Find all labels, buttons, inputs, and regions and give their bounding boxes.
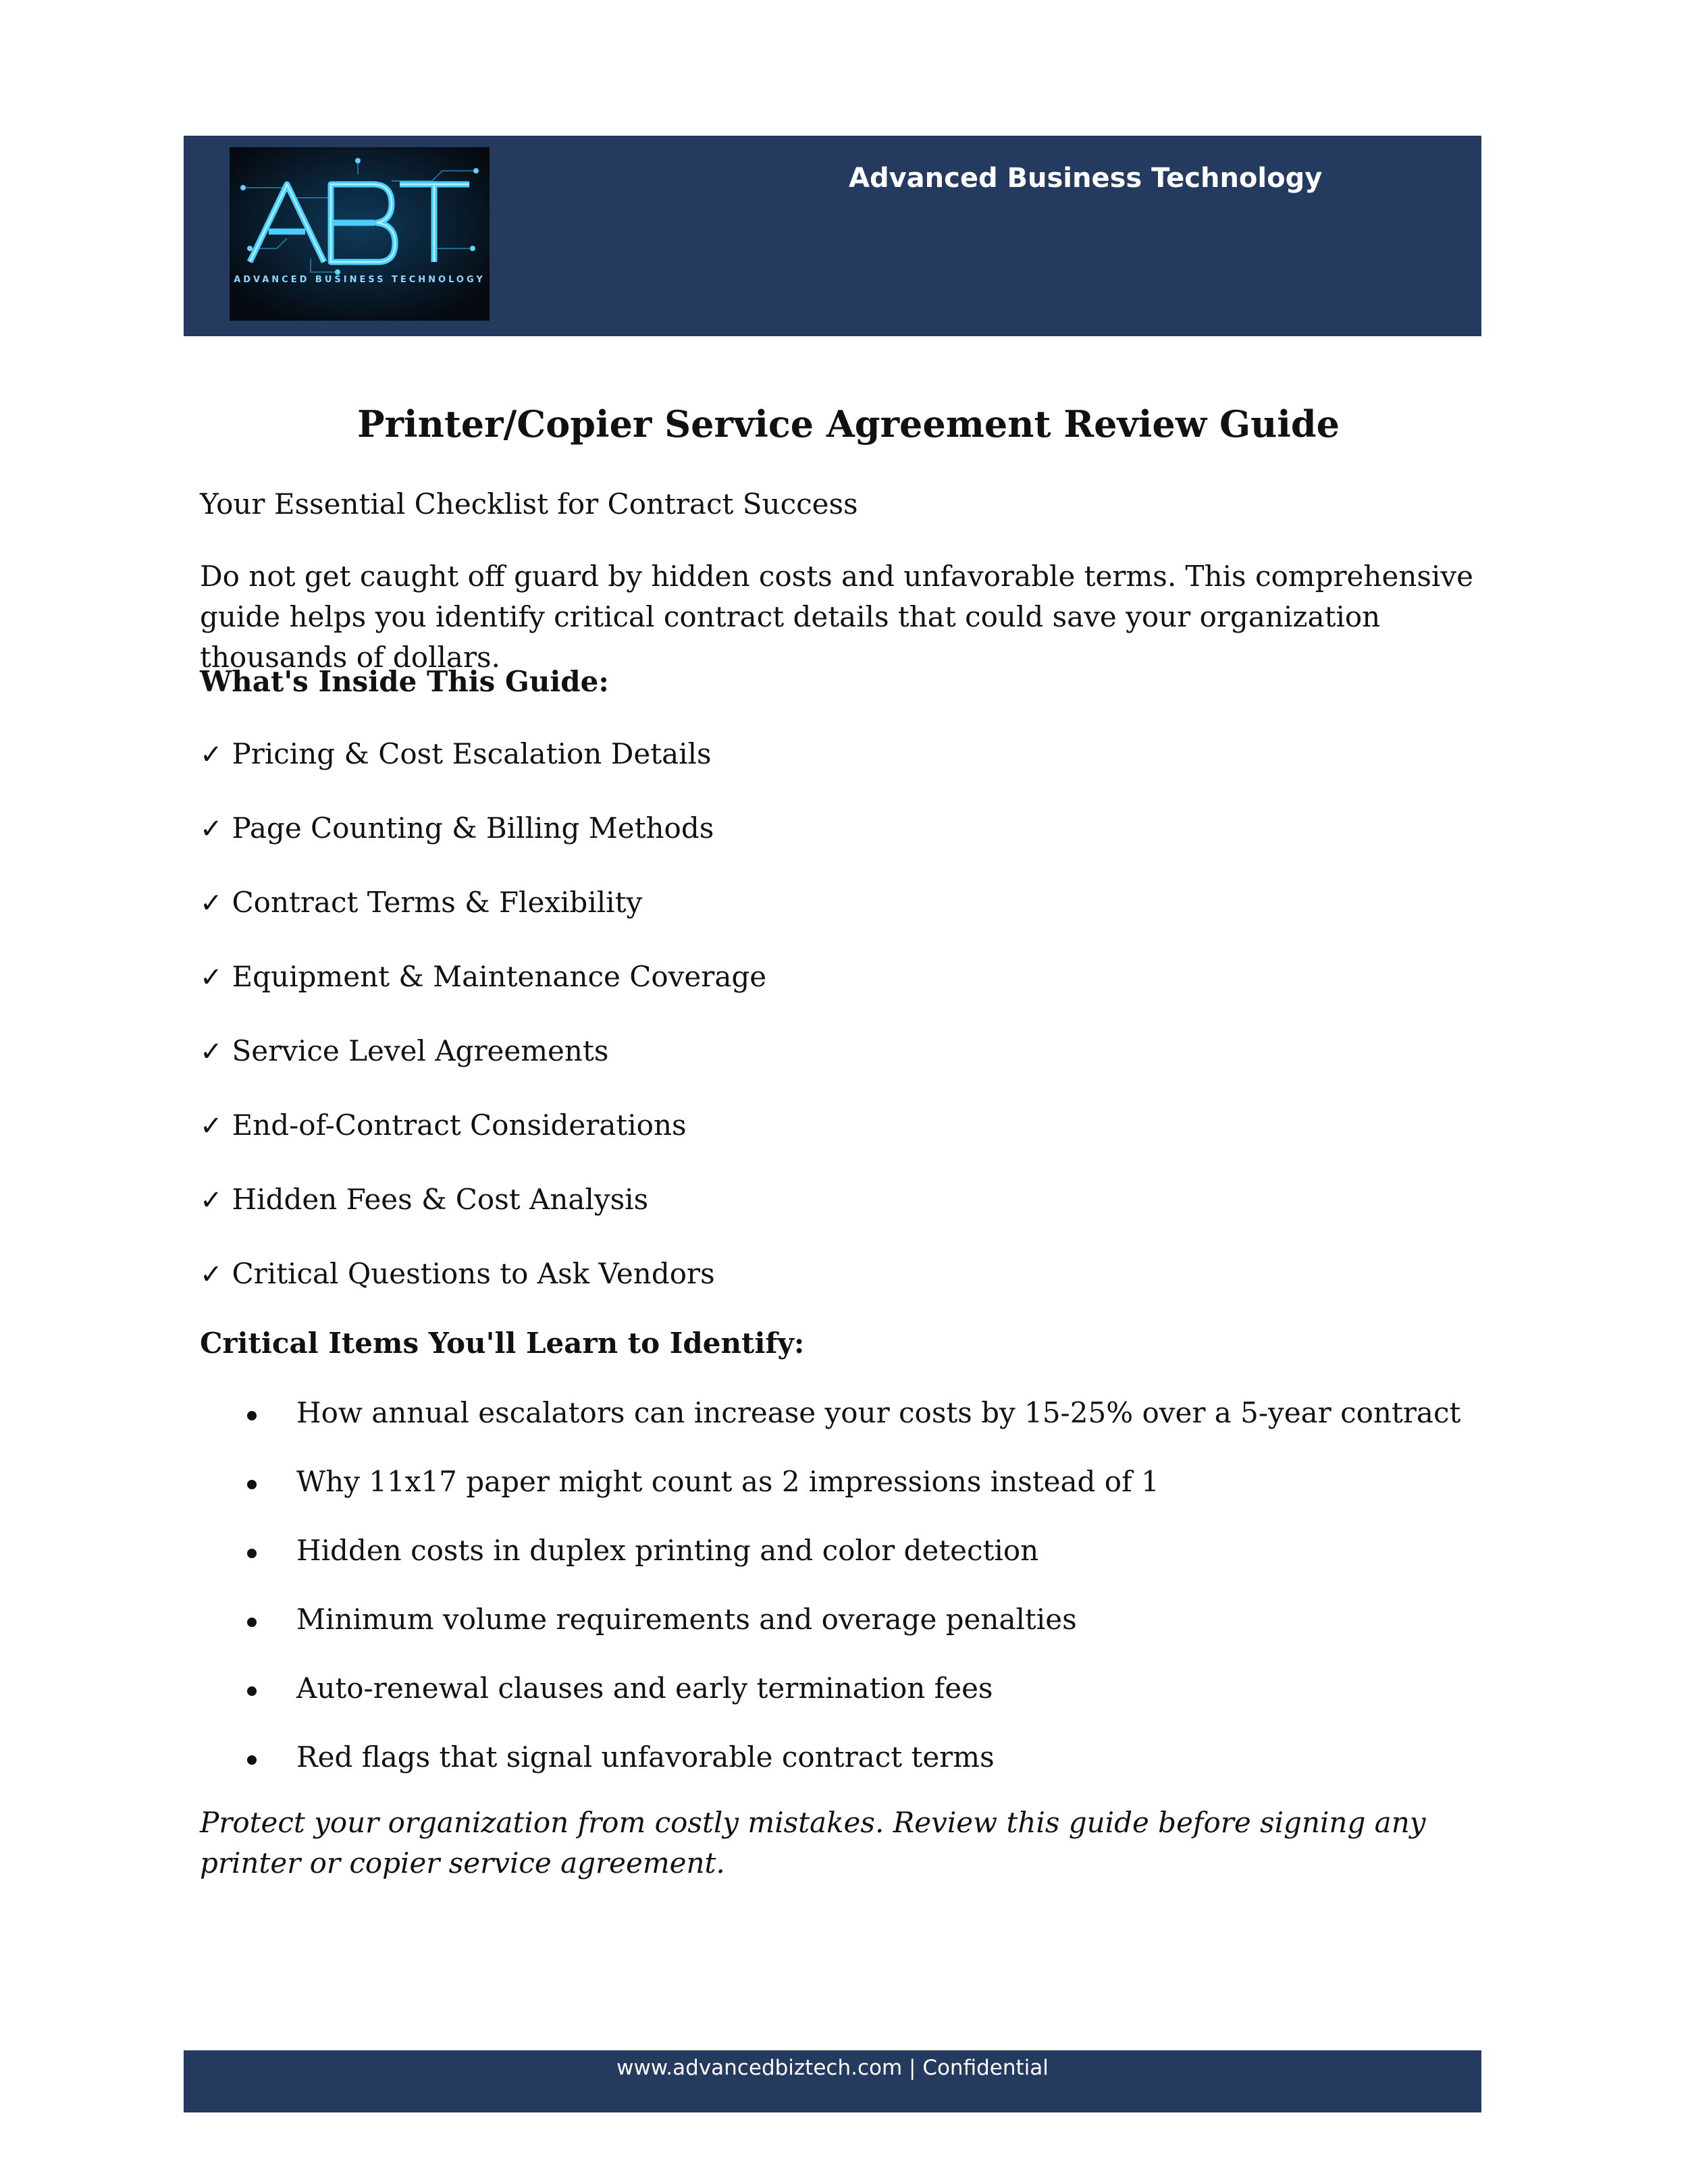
inside-guide-heading: What's Inside This Guide: xyxy=(200,665,609,698)
checklist-item xyxy=(200,1109,687,1142)
check-mark-icon: ✓ xyxy=(200,1185,223,1216)
bullet-dot-icon xyxy=(247,1618,257,1627)
footer-text: www.advancedbiztech.com | Confidential xyxy=(616,2056,1049,2080)
page-title: Printer/Copier Service Agreement Review Guide xyxy=(357,402,1340,446)
checklist-item-text: Equipment & Maintenance Coverage xyxy=(232,960,767,993)
checklist-item xyxy=(200,1183,648,1216)
checklist-item xyxy=(200,1034,608,1067)
critical-item-text: Hidden costs in duplex printing and color detection xyxy=(296,1534,1039,1567)
checklist-item xyxy=(200,811,714,845)
check-mark-icon: ✓ xyxy=(200,814,223,845)
check-mark-icon: ✓ xyxy=(200,1259,223,1290)
critical-items-heading: Critical Items You'll Learn to Identify: xyxy=(200,1327,805,1360)
check-mark-icon: ✓ xyxy=(200,1036,223,1067)
critical-item-text: Minimum volume requirements and overage penalties xyxy=(296,1603,1077,1636)
critical-item-text: Red flags that signal unfavorable contract terms xyxy=(296,1740,995,1774)
bullet-dot-icon xyxy=(247,1549,257,1558)
logo-graphic xyxy=(230,147,490,321)
checklist-item-text: Service Level Agreements xyxy=(232,1034,609,1067)
header-banner xyxy=(184,136,1481,336)
closing-statement: Protect your organization from costly mistakes. Review this guide before signing any printer or copier service agreement. xyxy=(200,1806,1426,1880)
company-logo xyxy=(230,147,490,321)
logo-subtext: ADVANCED BUSINESS TECHNOLOGY xyxy=(234,275,485,285)
checklist-item-text: End-of-Contract Considerations xyxy=(232,1109,687,1142)
bullet-dot-icon xyxy=(247,1411,257,1420)
bullet-dot-icon xyxy=(247,1686,257,1696)
checklist-item-text: Pricing & Cost Escalation Details xyxy=(232,737,712,770)
company-name: Advanced Business Technology xyxy=(849,163,1323,194)
subtitle: Your Essential Checklist for Contract Success xyxy=(200,487,858,521)
checklist-item xyxy=(200,737,712,770)
check-mark-icon: ✓ xyxy=(200,888,223,919)
intro-paragraph: Do not get caught off guard by hidden costs and unfavorable terms. This comprehensive guide helps you identify critical contract details that could save your organization thousands of dollars. xyxy=(200,560,1473,674)
check-mark-icon: ✓ xyxy=(200,962,223,993)
check-mark-icon: ✓ xyxy=(200,1111,223,1142)
critical-item-text: Why 11x17 paper might count as 2 impressions instead of 1 xyxy=(296,1465,1159,1498)
checklist-item-text: Hidden Fees & Cost Analysis xyxy=(232,1183,649,1216)
bullet-dot-icon xyxy=(247,1755,257,1765)
checklist-item-text: Contract Terms & Flexibility xyxy=(232,886,643,919)
checklist-item xyxy=(200,960,766,993)
bullet-dot-icon xyxy=(247,1480,257,1489)
critical-item-text: Auto-renewal clauses and early termination fees xyxy=(296,1672,993,1705)
checklist-item xyxy=(200,1257,715,1290)
critical-item-text: How annual escalators can increase your costs by 15-25% over a 5-year contract xyxy=(296,1396,1461,1429)
checklist-item-text: Critical Questions to Ask Vendors xyxy=(232,1257,715,1290)
checklist-item xyxy=(200,886,642,919)
check-mark-icon: ✓ xyxy=(200,739,223,770)
checklist-item-text: Page Counting & Billing Methods xyxy=(232,811,714,845)
footer-banner xyxy=(184,2050,1481,2112)
